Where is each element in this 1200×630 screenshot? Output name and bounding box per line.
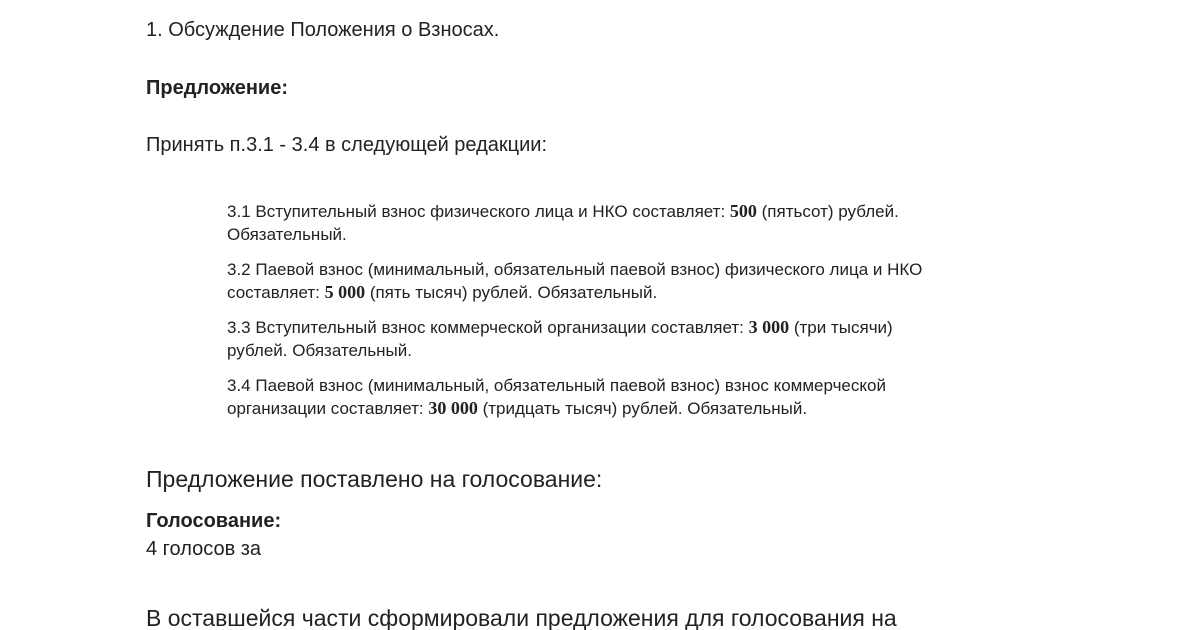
item-text: 3.3 Вступительный взнос коммерческой организации составляет: [227,318,749,337]
vote-label: Голосование: [146,510,282,532]
proposal-items [227,200,1127,432]
vote-count: 4 голосов за [146,538,262,560]
item-text-after: (тридцать тысяч) рублей. Обязательный. [477,399,808,418]
item-text-continued: рублей. Обязательный. [227,341,412,360]
list-item-3-2 [227,258,1127,304]
list-item-3-4 [227,374,1127,420]
item-text-after: (пять тысяч) рублей. Обязательный. [365,283,658,302]
item-amount: 5 000 [324,282,366,302]
vote-announcement: Предложение поставлено на голосование: [146,466,603,492]
item-text-continued: организации составляет: [227,399,429,418]
proposal-label: Предложение: [146,77,289,99]
list-item-3-3 [227,316,1127,362]
item-amount: 500 [729,201,757,221]
item-text-after: (пятьсот) рублей. [756,202,899,221]
proposal-intro: Принять п.3.1 - 3.4 в следующей редакции: [146,134,547,156]
item-text-continued: составляет: [227,283,325,302]
item-text-continued: Обязательный. [227,225,347,244]
item-text: 3.2 Паевой взнос (минимальный, обязательный паевой взнос) физического лица и НКО [227,260,923,279]
section-heading: 1. Обсуждение Положения о Взносах. [146,19,500,41]
item-text: 3.4 Паевой взнос (минимальный, обязательный паевой взнос) взнос коммерческой [227,376,886,395]
list-item-3-1 [227,200,1127,246]
remaining-paragraph: В оставшейся части сформировали предложения для голосования на [146,605,897,630]
item-text-after: (три тысячи) [789,318,893,337]
item-text: 3.1 Вступительный взнос физического лица и НКО составляет: [227,202,730,221]
item-amount: 3 000 [748,317,790,337]
item-amount: 30 000 [428,398,478,418]
